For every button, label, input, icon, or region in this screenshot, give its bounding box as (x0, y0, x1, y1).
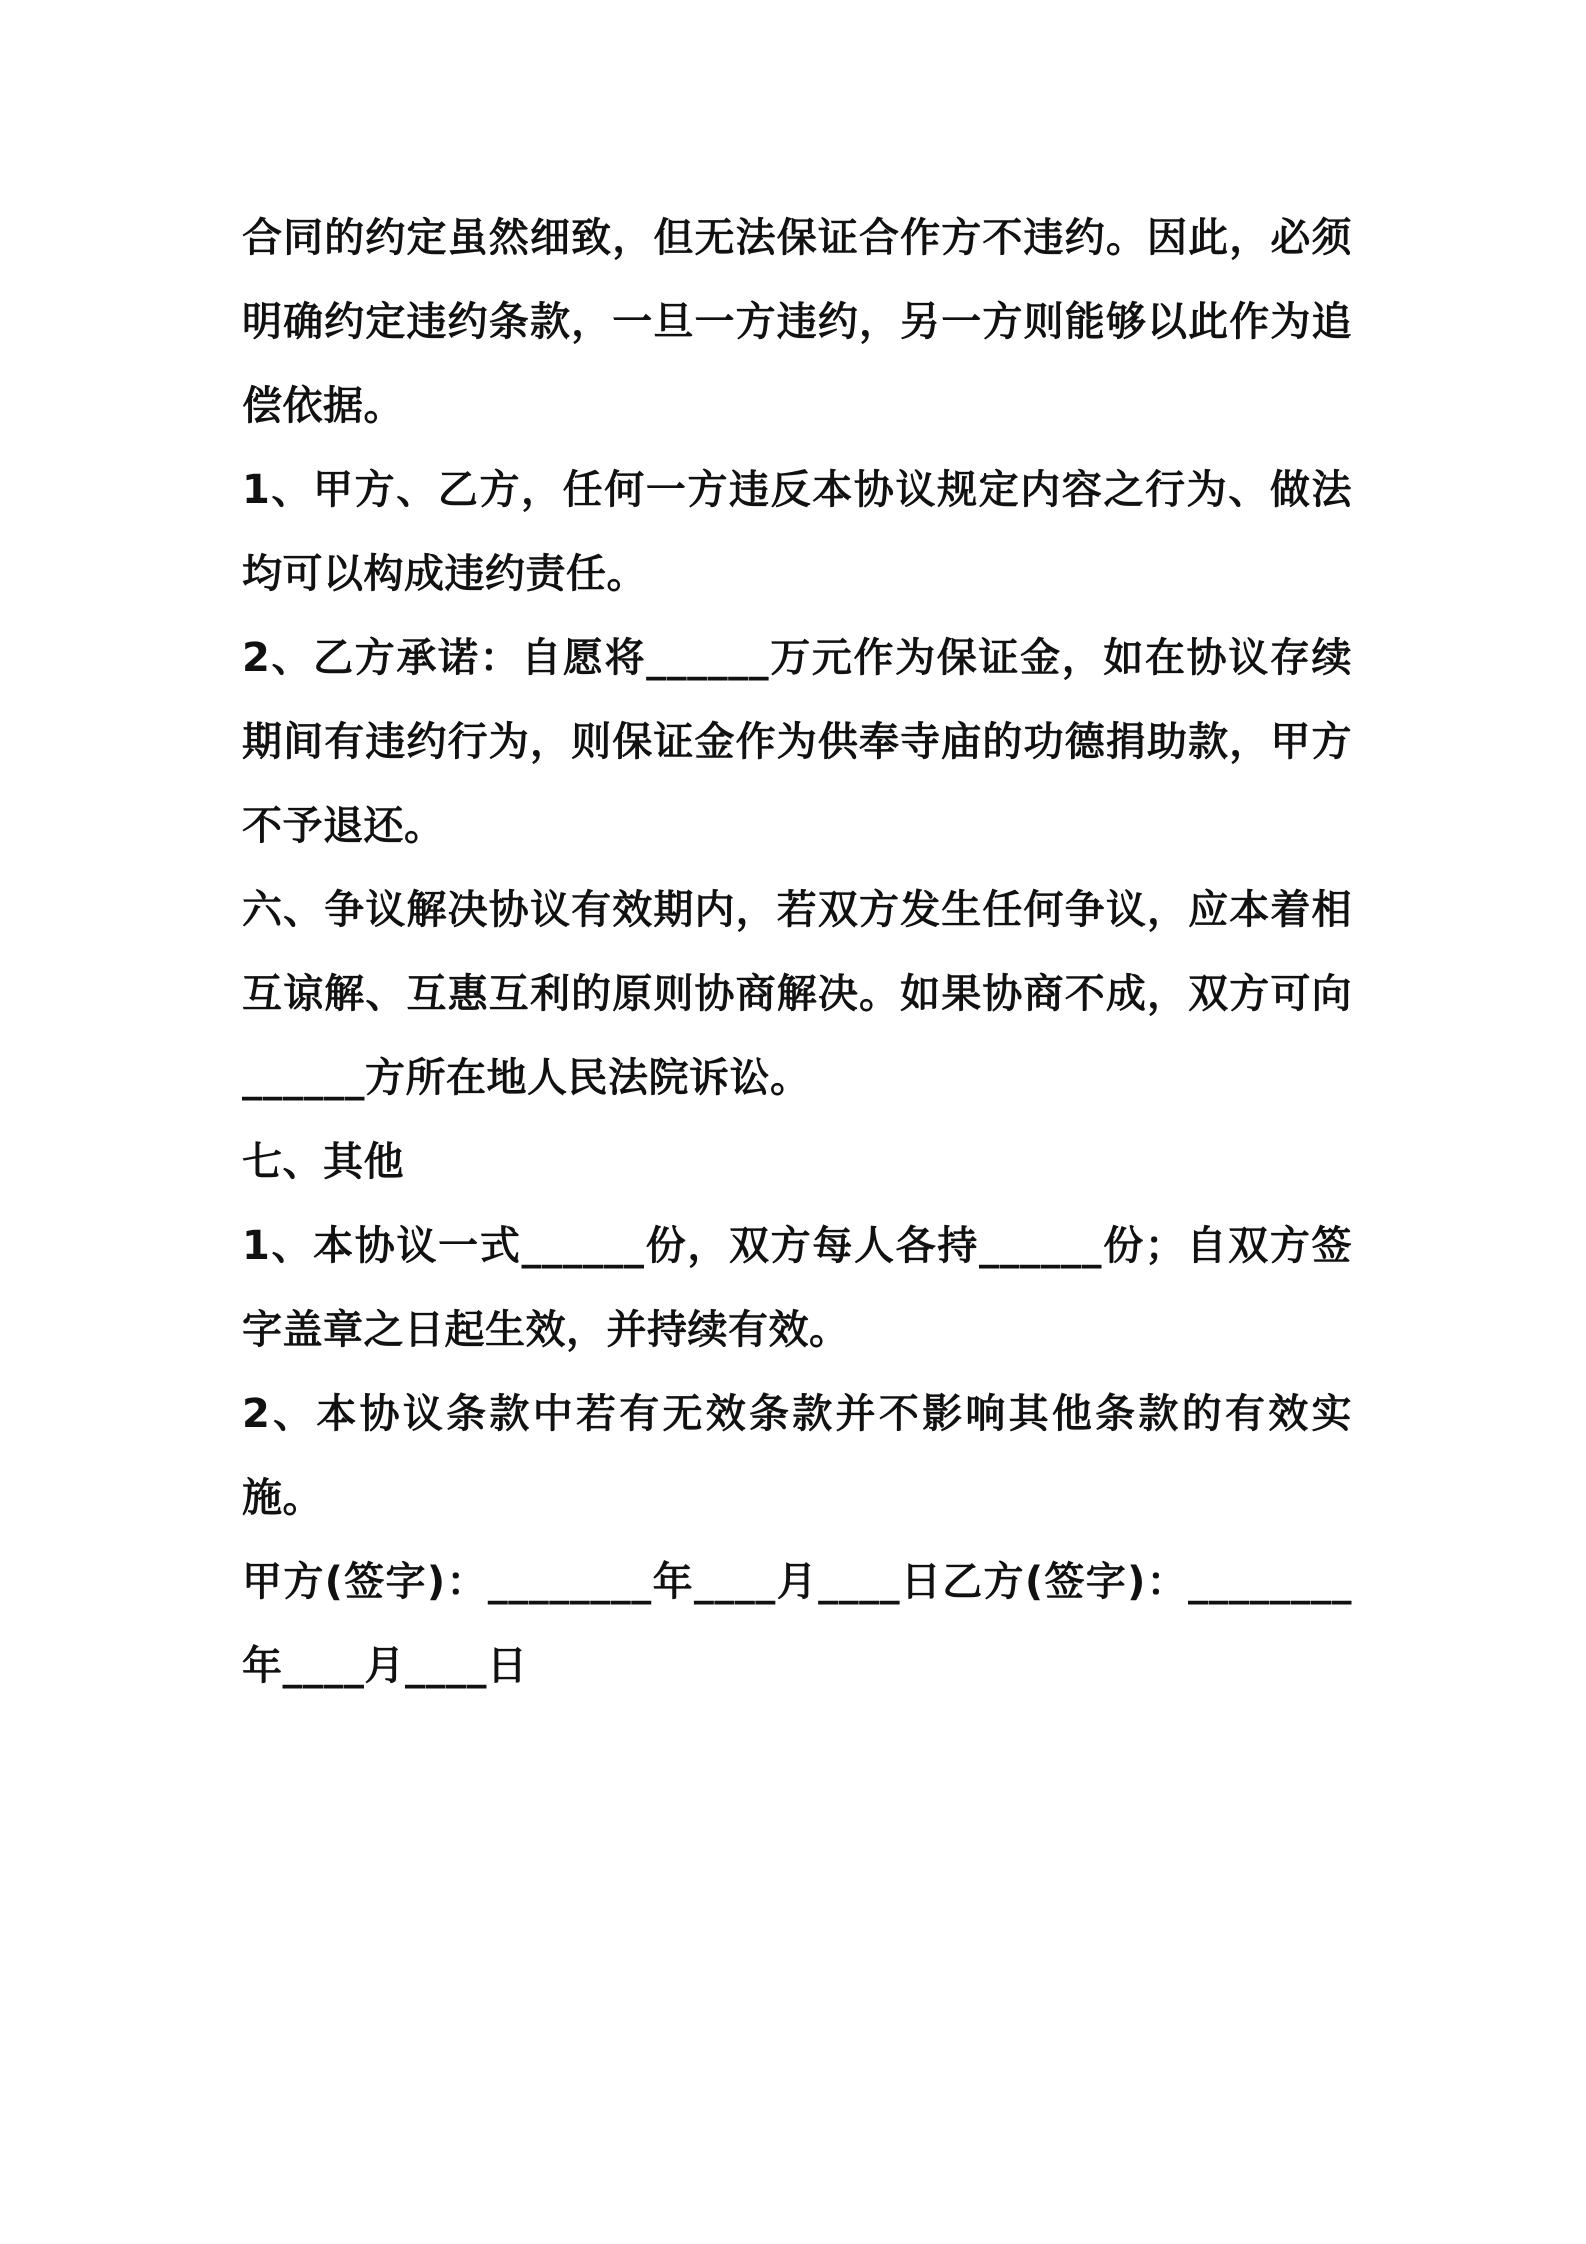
signature-line: 甲方(签字)：________年____月____日乙方(签字)：________年____月____日 (242, 1559, 1352, 1689)
paragraph-breach-intro: 合同的约定虽然细致，但无法保证合作方不违约。因此，必须明确约定违约条款，一旦一方违约，另一方则能够以此作为追偿依据。 (242, 215, 1352, 429)
document-body (242, 196, 1352, 1708)
paragraph-other-clause-1: 1、本协议一式______份，双方每人各持______份；自双方签字盖章之日起生效，并持续有效。 (242, 1223, 1352, 1353)
paragraph-breach-clause-1: 1、甲方、乙方，任何一方违反本协议规定内容之行为、做法均可以构成违约责任。 (242, 467, 1352, 597)
paragraph-other-clause-2: 2、本协议条款中若有无效条款并不影响其他条款的有效实施。 (242, 1391, 1352, 1521)
paragraph-dispute-resolution: 六、争议解决协议有效期内，若双方发生任何争议，应本着相互谅解、互惠互利的原则协商解决。如果协商不成，双方可向______方所在地人民法院诉讼。 (242, 887, 1352, 1101)
paragraph-breach-clause-2: 2、乙方承诺：自愿将______万元作为保证金，如在协议存续期间有违约行为，则保证金作为供奉寺庙的功德捐助款，甲方不予退还。 (242, 635, 1352, 849)
section-heading-other: 七、其他 (242, 1139, 404, 1185)
